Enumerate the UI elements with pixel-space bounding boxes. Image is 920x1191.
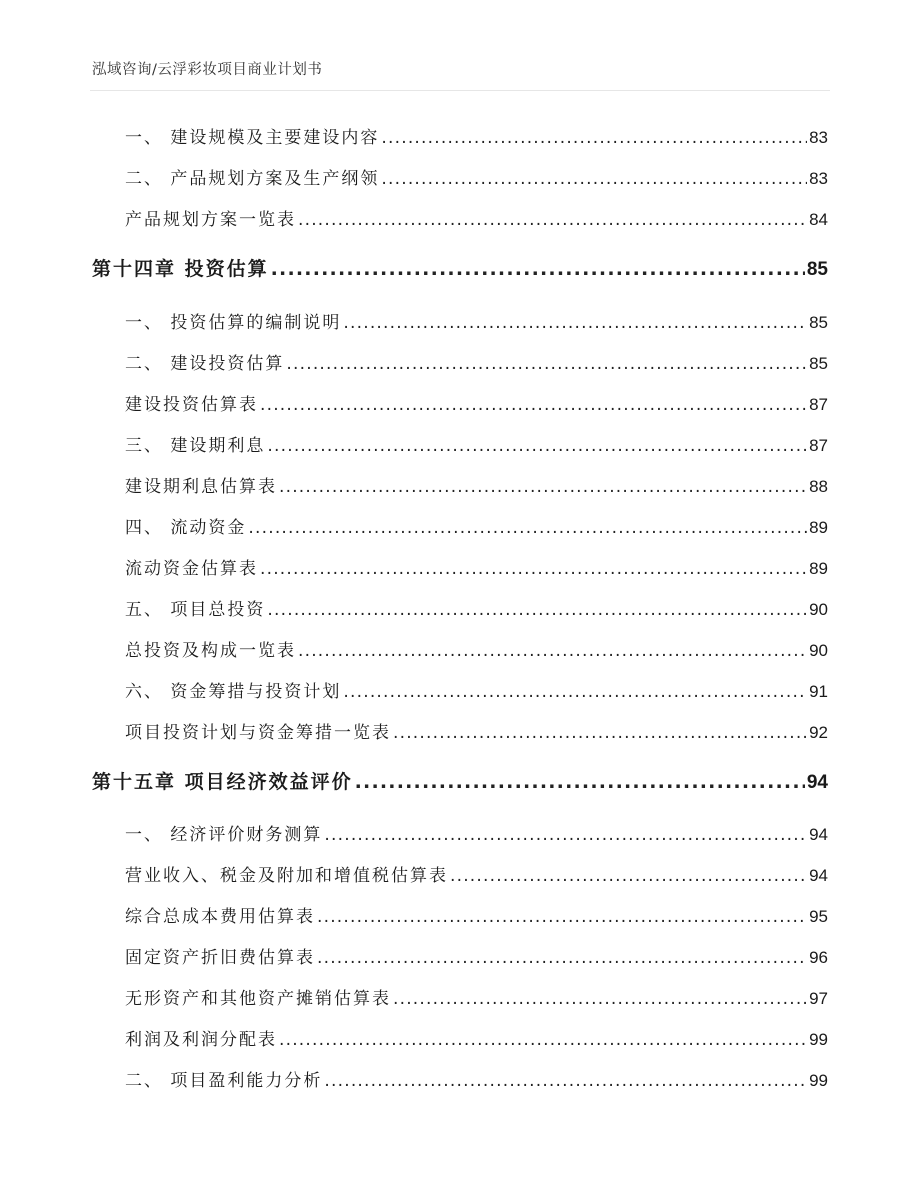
toc-entry-page: 96 bbox=[809, 948, 828, 967]
toc-entry-page: 87 bbox=[809, 395, 828, 414]
toc-chapter-page: 85 bbox=[806, 259, 828, 280]
toc-entry[interactable] bbox=[125, 349, 828, 374]
toc-entry-page: 92 bbox=[809, 723, 828, 742]
toc-entry-title: 产品规划方案一览表 bbox=[125, 210, 296, 230]
dot-leader bbox=[317, 948, 807, 968]
toc-entry[interactable] bbox=[125, 636, 828, 661]
toc-entry-title: 总投资及构成一览表 bbox=[125, 641, 296, 661]
toc-entry-title: 六、 资金筹措与投资计划 bbox=[125, 682, 342, 702]
toc-entry[interactable] bbox=[125, 123, 828, 148]
dot-leader bbox=[260, 559, 807, 579]
toc-entry[interactable] bbox=[125, 902, 828, 927]
toc-entry-page: 94 bbox=[809, 825, 828, 844]
toc-entry-title: 建设期利息估算表 bbox=[125, 477, 277, 497]
dot-leader bbox=[381, 128, 807, 148]
toc-entry-page: 99 bbox=[809, 1030, 828, 1049]
toc-entry[interactable] bbox=[125, 1066, 828, 1091]
toc-entry-page: 88 bbox=[809, 477, 828, 496]
toc-entry-title: 利润及利润分配表 bbox=[125, 1030, 277, 1050]
dot-leader bbox=[355, 771, 805, 793]
header-divider bbox=[90, 90, 830, 91]
toc-entry-title: 一、 投资估算的编制说明 bbox=[125, 313, 342, 333]
dot-leader bbox=[279, 1030, 807, 1050]
dot-leader bbox=[393, 989, 807, 1009]
toc-chapter-title: 第十四章 投资估算 bbox=[92, 258, 269, 280]
dot-leader bbox=[343, 682, 807, 702]
dot-leader bbox=[271, 258, 805, 280]
toc-entry-title: 二、 项目盈利能力分析 bbox=[125, 1071, 323, 1091]
running-header: 泓域咨询/云浮彩妆项目商业计划书 bbox=[92, 62, 323, 78]
toc-entry[interactable] bbox=[125, 861, 828, 886]
toc-entry-title: 三、 建设期利息 bbox=[125, 436, 266, 456]
toc-entry-page: 90 bbox=[809, 600, 828, 619]
toc-chapter-title: 第十五章 项目经济效益评价 bbox=[92, 771, 353, 793]
dot-leader bbox=[450, 866, 807, 886]
toc-entry[interactable] bbox=[125, 677, 828, 702]
dot-leader bbox=[324, 825, 807, 845]
toc-entry[interactable] bbox=[125, 718, 828, 743]
toc-entry-page: 84 bbox=[809, 210, 828, 229]
dot-leader bbox=[279, 477, 807, 497]
toc-entry-page: 85 bbox=[809, 313, 828, 332]
toc-entry[interactable] bbox=[125, 1025, 828, 1050]
toc-entry-page: 99 bbox=[809, 1071, 828, 1090]
toc-entry-title: 项目投资计划与资金筹措一览表 bbox=[125, 723, 391, 743]
dot-leader bbox=[381, 169, 807, 189]
toc-entry-page: 89 bbox=[809, 518, 828, 537]
dot-leader bbox=[324, 1071, 807, 1091]
toc-entry-title: 一、 建设规模及主要建设内容 bbox=[125, 128, 380, 148]
toc-entry-page: 89 bbox=[809, 559, 828, 578]
toc-entry-page: 90 bbox=[809, 641, 828, 660]
dot-leader bbox=[317, 907, 807, 927]
toc-entry-title: 二、 产品规划方案及生产纲领 bbox=[125, 169, 380, 189]
toc-entry-title: 五、 项目总投资 bbox=[125, 600, 266, 620]
toc-entry[interactable] bbox=[125, 595, 828, 620]
dot-leader bbox=[248, 518, 807, 538]
toc-entry-title: 固定资产折旧费估算表 bbox=[125, 948, 315, 968]
toc-entry-title: 建设投资估算表 bbox=[125, 395, 258, 415]
toc-entry[interactable] bbox=[125, 431, 828, 456]
toc-entry-page: 97 bbox=[809, 989, 828, 1008]
toc-entry[interactable] bbox=[125, 308, 828, 333]
toc-entry-title: 营业收入、税金及附加和增值税估算表 bbox=[125, 866, 448, 886]
dot-leader bbox=[298, 210, 807, 230]
toc-entry[interactable] bbox=[125, 472, 828, 497]
toc-entry[interactable] bbox=[125, 820, 828, 845]
toc-entry[interactable] bbox=[125, 390, 828, 415]
dot-leader bbox=[260, 395, 807, 415]
toc-entry-page: 85 bbox=[809, 354, 828, 373]
toc-entry-page: 83 bbox=[809, 169, 828, 188]
toc-entry-title: 流动资金估算表 bbox=[125, 559, 258, 579]
toc-chapter-entry[interactable] bbox=[92, 254, 828, 281]
dot-leader bbox=[393, 723, 807, 743]
dot-leader bbox=[343, 313, 807, 333]
toc-entry-page: 94 bbox=[809, 866, 828, 885]
toc-entry-title: 综合总成本费用估算表 bbox=[125, 907, 315, 927]
toc-entry[interactable] bbox=[125, 943, 828, 968]
toc-entry[interactable] bbox=[125, 984, 828, 1009]
toc-entry-page: 83 bbox=[809, 128, 828, 147]
toc-entry-page: 91 bbox=[809, 682, 828, 701]
dot-leader bbox=[267, 600, 807, 620]
toc-entry-title: 一、 经济评价财务测算 bbox=[125, 825, 323, 845]
toc-entry[interactable] bbox=[125, 513, 828, 538]
dot-leader bbox=[298, 641, 807, 661]
toc-chapter-page: 94 bbox=[806, 772, 828, 793]
toc-entry[interactable] bbox=[125, 164, 828, 189]
dot-leader bbox=[286, 354, 807, 374]
toc-entry-page: 87 bbox=[809, 436, 828, 455]
toc-chapter-entry[interactable] bbox=[92, 767, 828, 794]
toc-entry[interactable] bbox=[125, 554, 828, 579]
toc-entry-title: 二、 建设投资估算 bbox=[125, 354, 285, 374]
dot-leader bbox=[267, 436, 807, 456]
toc-entry-title: 四、 流动资金 bbox=[125, 518, 247, 538]
toc-entry[interactable] bbox=[125, 205, 828, 230]
toc-entry-title: 无形资产和其他资产摊销估算表 bbox=[125, 989, 391, 1009]
toc-entry-page: 95 bbox=[809, 907, 828, 926]
